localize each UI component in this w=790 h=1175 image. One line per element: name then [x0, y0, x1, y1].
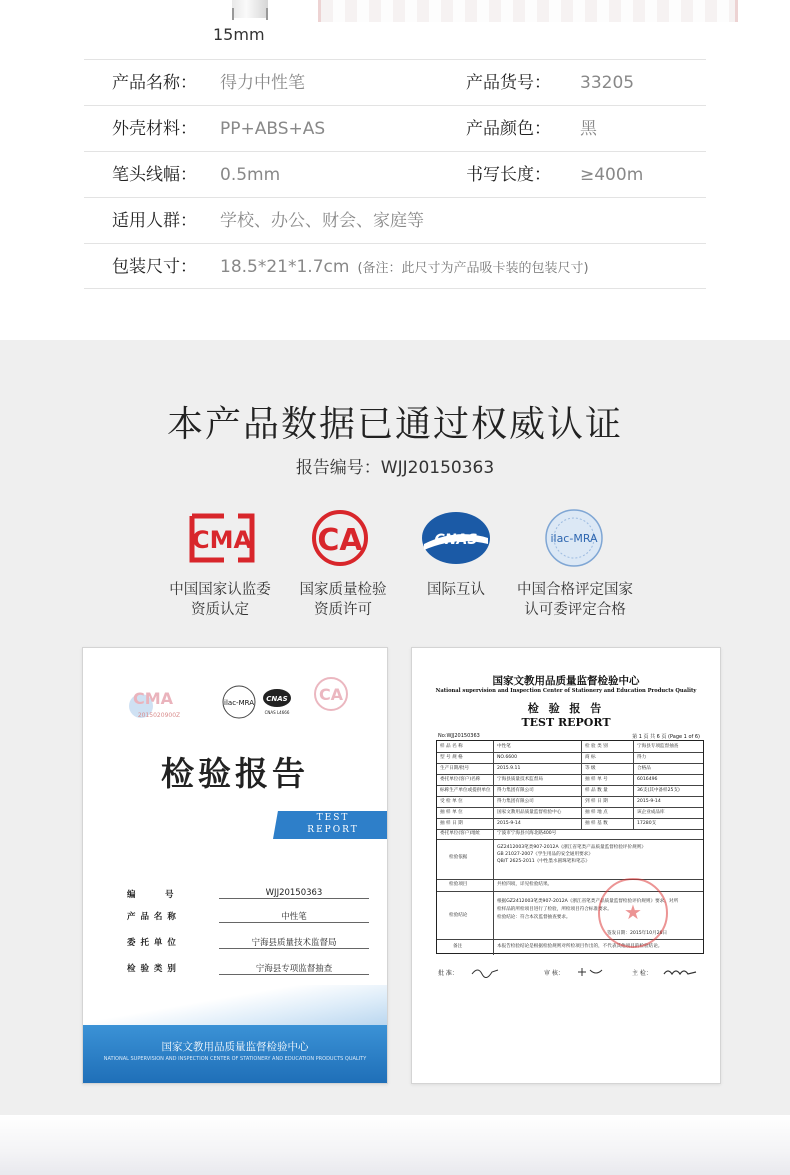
spec-row: [84, 59, 706, 105]
pen-tip-image: [232, 0, 268, 18]
spec-row: [84, 105, 706, 151]
spec-value-text: 18.5*21*1.7cm: [220, 257, 350, 277]
signature-review: [576, 966, 606, 978]
spec-key: 产品货号：: [466, 73, 551, 93]
spec-value: ≥400m: [580, 165, 644, 185]
signature-main: [662, 966, 698, 978]
spec-section: [0, 0, 790, 340]
cover-ilac-stamp: [223, 686, 255, 718]
spec-value: 得力中性笔: [220, 73, 305, 93]
report-table: 样 品 名 称 中性笔 检 验 类 别 宁海县专项监督抽查 型 号 规 格 NO.6600 商 标 得力 生产日期/批号 2015.9.11 等 级 合格品 委托单位(客户)名称 宁海县质量技术监督局 抽 样 单 号 6016496 标称生产单位或提供单位 得力集团有限公司 样 品 数 量 36支(其中备样25支) 受 检 单 位 得力集团有限公司 到 样 日 期 2015-9-14 抽 样 单 位 国家文教用品质量监督检验中心 抽 样 地 点 该企业成品库 抽 样 日 期 2015-9-14 抽 样 基 数 17280支 委托单位(客户)地址 宁波市宁海县兴海北路400号 检验依据 GZ2412003笔类907-2012A《浙江省笔类产品质量监督检验评价规则》 GB 21027-2007《学生用品的安全通用要求》 QB/T 2625-2011《中性墨水圆珠笔和笔芯》 检验项目 共检四项，详见检验结果。 检验结论 根据GZ2412003笔类907-2012A《浙江省笔类产品质量监督检验评价规则》要求，对所 检样品的所检项目进行了检验，所检项目符合标准要求。 检验结论：符合本次监督抽查要求。 签发日期：2015年10月28日 备注 本报告检验结论是根据检验规则对所检项目作出的，不代表其他项目的检验结论。: [436, 740, 704, 954]
ilac-mra-icon-text: ilac-MRA: [550, 532, 598, 545]
dimension-tick-right: [266, 8, 268, 20]
spec-value: 黑: [580, 119, 597, 139]
svg-text:CNAS L4666: CNAS L4666: [264, 710, 290, 715]
spec-key: 笔头线幅：: [112, 165, 197, 185]
cover-cma-stamp: [129, 689, 180, 719]
report-heading: 检 验 报 告: [527, 702, 605, 715]
cover-wave: [83, 985, 387, 1025]
report-seal-star: ★: [624, 900, 642, 924]
dimension-label: 15mm: [213, 25, 265, 44]
spec-key: 外壳材料：: [112, 119, 197, 139]
spec-key: 产品名称：: [112, 73, 197, 93]
report-cover-image: CMA 2015020900Z ilac-MRA CNAS CNAS L4666 CA 检验报告 TEST REPORT 编 号 WJJ20150363 产 品 名 称 中性笔 委 托 单 位 宁海县质量技术监督局 检 验 类 别 宁海县专项监督抽查 国家文教用品质量监督检验中心 NATIONAL SUPERVISION AND INSPECTION CENTER OF STATIONERY AND EDUCATION PRODUCTS QUALITY: [82, 647, 388, 1084]
cma-caption: 中国国家认监委 资质认定: [169, 582, 271, 618]
dimension-tick-left: [232, 8, 234, 20]
cma-icon: [182, 508, 258, 568]
certification-title: 本产品数据已通过权威认证: [166, 404, 623, 445]
spec-row: [84, 151, 706, 197]
certification-section: [0, 340, 790, 1115]
cnas-caption: 国际互认: [427, 582, 485, 598]
cover-cnas-stamp: [263, 689, 291, 715]
cover-band-text: TEST REPORT: [307, 813, 359, 835]
signature-approve: [470, 966, 500, 978]
spec-note: (备注：此尺寸为产品吸卡装的包装尺寸): [357, 261, 589, 276]
spec-key: 适用人群：: [112, 211, 197, 231]
report-org-en: National supervision and Inspection Center of Stationery and Education Products Quality: [435, 688, 697, 694]
spec-key: 书写长度：: [466, 165, 551, 185]
report-org: 国家文教用品质量监督检验中心: [492, 675, 640, 687]
ca-caption: 国家质量检验 资质许可: [299, 582, 387, 618]
spec-table: [84, 59, 706, 289]
report-heading-en: TEST REPORT: [521, 716, 611, 729]
report-no: No:WJJ20150363: [438, 733, 480, 739]
bottom-image-strip: [0, 1115, 790, 1175]
report-number: 报告编号：WJJ20150363: [295, 458, 495, 478]
spec-value: 学校、办公、财会、家庭等: [220, 211, 424, 231]
cover-stamps: [119, 672, 359, 732]
spec-value: 0.5mm: [220, 165, 281, 185]
ca-icon: [302, 508, 378, 568]
spec-value: 33205: [580, 73, 635, 93]
spec-value: [220, 244, 589, 290]
report-page-image: 国家文教用品质量监督检验中心 National supervision and Inspection Center of Stationery and Education Products Quality 检 验 报 告 TEST REPORT No:WJJ20150363 第 1 页 共 6 页 (Page 1 of 6) 样 品 名 称 中性笔 检 验 类 别 宁海县专项监督抽查 型 号 规 格 NO.6600 商 标 得力 生产日期/批号 2015.9.11 等 级 合格品 委托单位(客户)名称 宁海县质量技术监督局 抽 样 单 号 6016496 标称生产单位或提供单位 得力集团有限公司 样 品 数 量 36支(其中备样25支) 受 检 单 位 得力集团有限公司 到 样 日 期 2015-9-14 抽 样 单 位 国家文教用品质量监督检验中心 抽 样 地 点 该企业成品库 抽 样 日 期 2015-9-14 抽 样 基 数 17280支 委托单位(客户)地址 宁波市宁海县兴海北路400号 检验依据 GZ2412003笔类907-2012A《浙江省笔类产品质量监督检验评价规则》 GB 21027-2007《学生用品的安全通用要求》 QB/T 2625-2011《中性墨水圆珠笔和笔芯》 检验项目 共检四项，详见检验结果。 检验结论 根据GZ2412003笔类907-2012A《浙江省笔类产品质量监督检验评价规则》要求，对所 检样品的所检项目进行了检验，所检项目符合标准要求。 检验结论：符合本次监督抽查要求。 签发日期：2015年10月28日 备注 本报告检验结论是根据检验规则对所检项目作出的，不代表其他项目的检验结论。 ★ 批 准： 审 核： 主 检：: [411, 647, 721, 1084]
cover-ca-stamp: [315, 678, 347, 710]
ilac-mra-icon: [536, 508, 612, 568]
pen-pattern-image: [318, 0, 738, 22]
spec-row: [84, 197, 706, 243]
ca-icon-text: CA: [317, 523, 363, 558]
svg-text:ilac-MRA: ilac-MRA: [224, 699, 254, 707]
report-page: 第 1 页 共 6 页 (Page 1 of 6): [632, 734, 700, 740]
spec-row: [84, 243, 706, 289]
spec-value: PP+ABS+AS: [220, 119, 326, 139]
spec-key: 产品颜色：: [466, 119, 551, 139]
cma-icon-text: CMA: [191, 526, 253, 554]
spec-key: 包装尺寸：: [112, 257, 197, 277]
svg-text:CMA: CMA: [132, 689, 174, 708]
svg-text:2015020900Z: 2015020900Z: [137, 712, 181, 719]
svg-text:CA: CA: [318, 685, 344, 704]
svg-text:CNAS: CNAS: [266, 695, 288, 703]
cnas-icon: [418, 508, 494, 568]
cover-footer: 国家文教用品质量监督检验中心 NATIONAL SUPERVISION AND INSPECTION CENTER OF STATIONERY AND EDUCATION PRODUCTS QUALITY: [83, 1025, 387, 1083]
cover-title: 检验报告: [161, 754, 309, 793]
cnas-icon-text: CNAS: [434, 532, 478, 548]
ilac-mra-caption: 中国合格评定国家 认可委评定合格: [517, 582, 633, 618]
